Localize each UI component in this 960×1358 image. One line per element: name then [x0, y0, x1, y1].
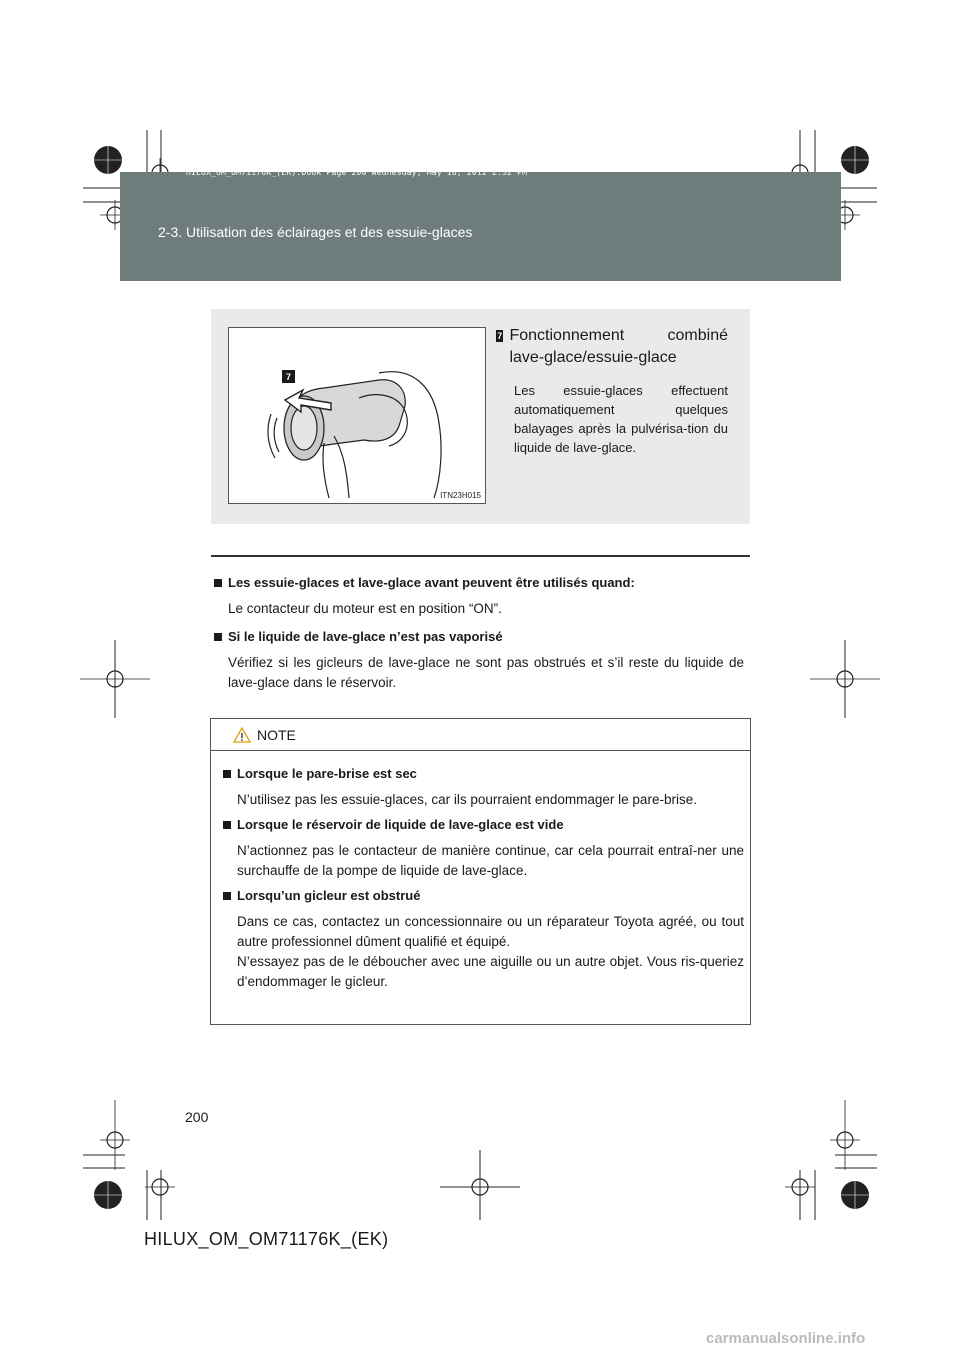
- note-heading: [223, 815, 744, 835]
- note-body: N’utilisez pas les essuie-glaces, car ils pourraient endommager le pare-brise.: [237, 792, 697, 807]
- note-box-title: NOTE: [257, 726, 296, 743]
- bullet-square-icon: [223, 892, 231, 900]
- document-code: HILUX_OM_OM71176K_(EK): [144, 1229, 389, 1249]
- step-description: Les essuie-glaces effectuent automatiquement quelques balayages après la pulvérisa-tion du liquide de lave-glace.: [514, 383, 728, 455]
- note-heading: [214, 573, 744, 593]
- watermark: carmanualsonline.info: [706, 1330, 866, 1347]
- info-notes: [214, 573, 744, 701]
- page-number: 200: [185, 1109, 209, 1125]
- file-stamp: HILUX_OM_OM71176K_(EK).book Page 200 Wednesday, May 16, 2012 2:32 PM: [186, 168, 528, 177]
- note-body: N’actionnez pas le contacteur de manière continue, car cela pourrait entraî-ner une surchauffe de la pompe de liquide de lave-glace.: [237, 843, 744, 878]
- bullet-square-icon: [223, 770, 231, 778]
- note-body: Le contacteur du moteur est en position “ON”.: [228, 601, 502, 616]
- note-body: Vérifiez si les gicleurs de lave-glace ne sont pas obstrués et s’il reste du liquide de lave-glace dans le réservoir.: [228, 655, 744, 690]
- bullet-square-icon: [214, 579, 222, 587]
- bullet-square-icon: [214, 633, 222, 641]
- note-heading-text: Les essuie-glaces et lave-glace avant peuvent être utilisés quand:: [228, 575, 635, 590]
- note-body: Dans ce cas, contactez un concessionnaire ou un réparateur Toyota agréé, ou tout autre professionnel dûment qualifié et équipé.: [237, 914, 744, 949]
- note-heading: [214, 627, 744, 647]
- section-divider: [211, 555, 750, 557]
- note-heading-text: Si le liquide de lave-glace n’est pas vaporisé: [228, 629, 503, 644]
- figure-code: ITN23H015: [440, 491, 481, 500]
- hand-on-lever-drawing: [229, 328, 485, 503]
- step-block: [496, 325, 728, 457]
- note-heading-text: Lorsque le réservoir de liquide de lave-glace est vide: [237, 817, 564, 832]
- note-box-header: [211, 719, 750, 751]
- figure-callout-number: 7: [285, 372, 292, 382]
- note-heading: [223, 886, 744, 906]
- step-title: Fonctionnement combiné lave-glace/essuie-glace: [509, 327, 728, 366]
- bullet-square-icon: [223, 821, 231, 829]
- note-box: [210, 718, 751, 1025]
- note-heading-text: Lorsqu’un gicleur est obstrué: [237, 888, 421, 903]
- note-heading-text: Lorsque le pare-brise est sec: [237, 766, 417, 781]
- step-number-badge: 7: [497, 331, 503, 341]
- section-title: 2-3. Utilisation des éclairages et des essuie-glaces: [158, 224, 473, 240]
- warning-triangle-icon: [233, 727, 251, 743]
- note-heading: [223, 764, 744, 784]
- wiper-lever-illustration: [228, 327, 486, 504]
- note-body: N’essayez pas de le déboucher avec une aiguille ou un autre objet. Vous ris-queriez d’endommager le gicleur.: [237, 954, 744, 989]
